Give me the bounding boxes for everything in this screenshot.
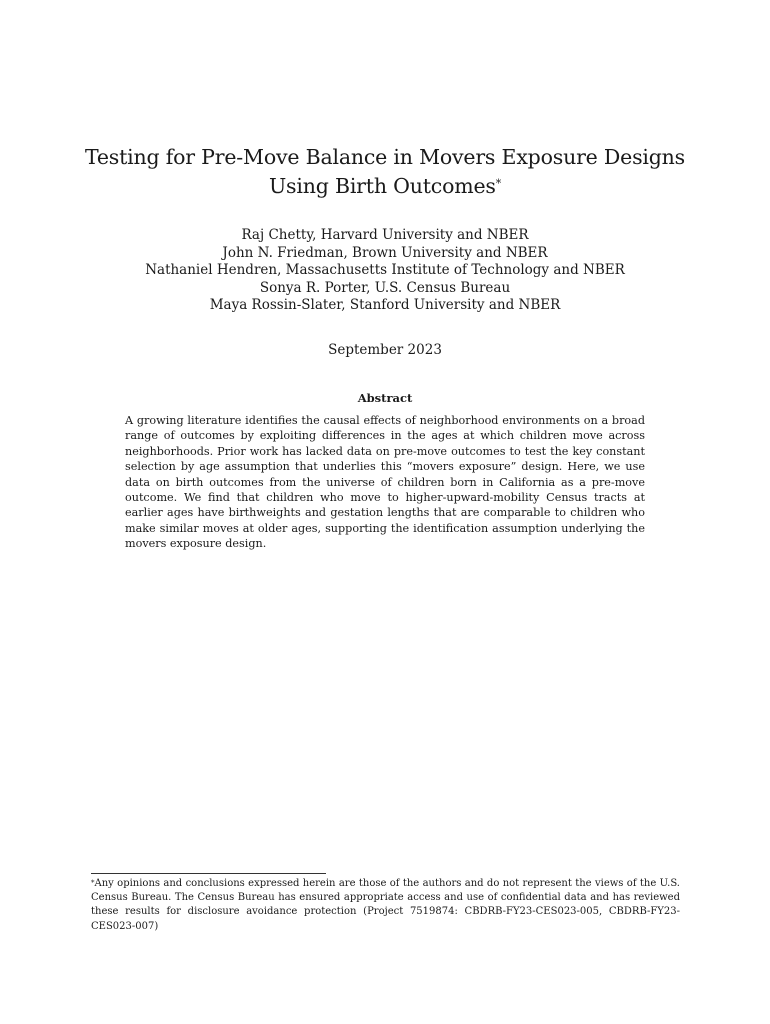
publication-date: September 2023: [328, 342, 442, 358]
author-list: [60, 227, 710, 315]
abstract-heading: Abstract: [357, 391, 413, 405]
footnote-text: Any opinions and conclusions expressed herein are those of the authors and do not represent the views of the U.S. Census Bureau. The Census Bureau has ensured appropriate access and use of confidential data and has reviewed these results for disclosure avoidance protection (Project 7519874: CBDRB-FY23-CES023-005, CBDRB-FY23-CES023-007): [91, 878, 680, 932]
author-line: Maya Rossin-Slater, Stanford University and NBER: [209, 297, 561, 314]
paper-title: [60, 143, 710, 201]
footnote: [91, 877, 680, 934]
author-line: Sonya R. Porter, U.S. Census Bureau: [259, 279, 511, 296]
footnote-marker: *: [91, 879, 95, 887]
author-line: Raj Chetty, Harvard University and NBER: [241, 227, 529, 243]
title-footnote-marker: *: [495, 177, 502, 190]
author-line: John N. Friedman, Brown University and NBER: [222, 244, 548, 261]
abstract-body: A growing literature identifies the causal effects of neighborhood environments on a broad range of outcomes by exploiting differences in the ages at which children move across neighborhoods. Prior work has lacked data on pre-move outcomes to test the key constant selection by age assumption that underlies this “movers exposure” design. Here, we use data on birth outcomes from the universe of children born in California as a pre-move outcome. We find that children who move to higher-upward-mobility Census tracts at earlier ages have birthweights and gestation lengths that are comparable to children who make similar moves at older ages, supporting the identification assumption underlying the movers exposure design.: [125, 414, 645, 551]
author-line: Nathaniel Hendren, Massachusetts Institute of Technology and NBER: [145, 262, 625, 279]
paper-title-text: Testing for Pre-Move Balance in Movers Exposure Designs Using Birth Outcomes: [84, 145, 686, 198]
footnote-divider: [91, 873, 326, 874]
